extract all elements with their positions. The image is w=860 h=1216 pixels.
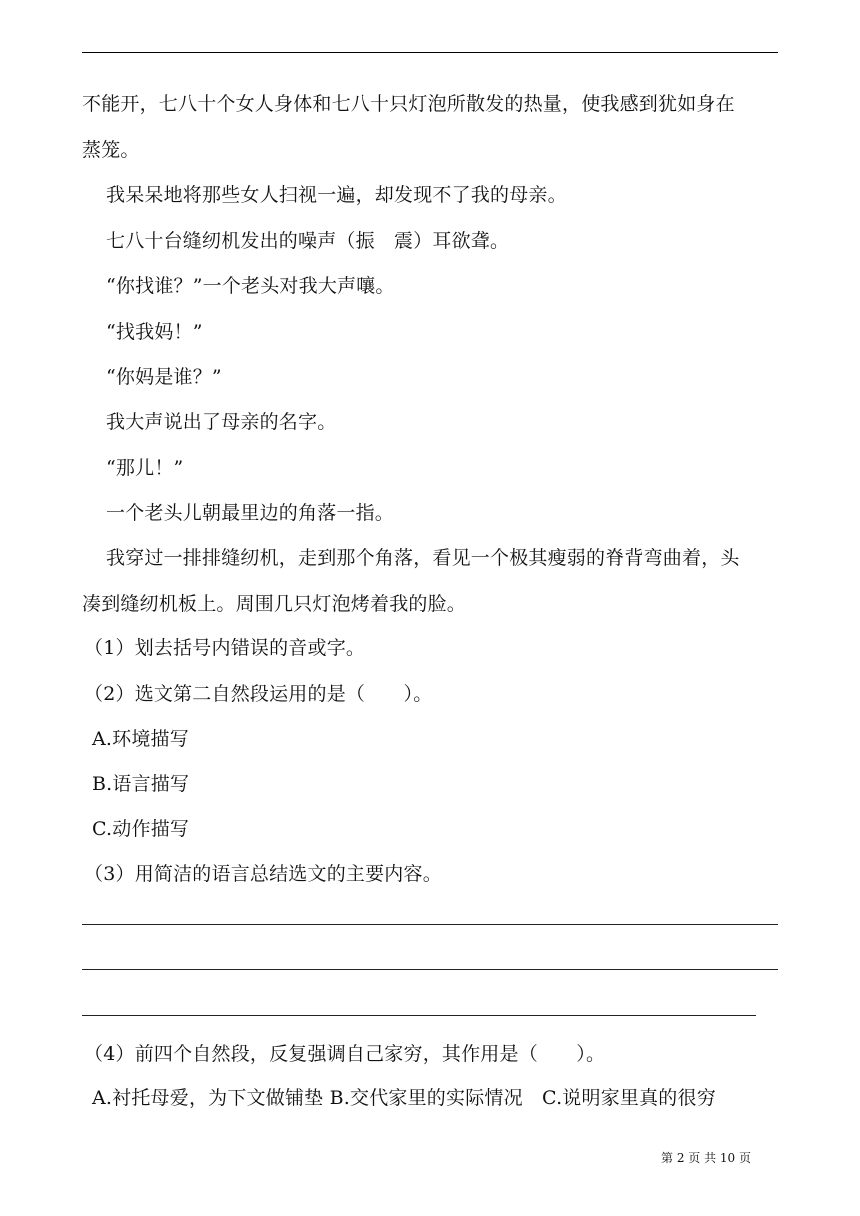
question-1: （1）划去括号内错误的音或字。 <box>84 637 366 659</box>
question-3: （3）用简洁的语言总结选文的主要内容。 <box>84 863 442 885</box>
page-number: 第 2 页 共 10 页 <box>661 1151 751 1165</box>
answer-line-1 <box>82 924 778 925</box>
answer-line-3 <box>82 1015 756 1016</box>
passage-line-9: “那儿！” <box>106 457 184 479</box>
passage-line-2: 蒸笼。 <box>82 139 140 161</box>
answer-line-2 <box>82 969 778 970</box>
passage-line-4: 七八十台缝纫机发出的噪声（振 震）耳欲聋。 <box>106 230 510 252</box>
question-2-option-c: C.动作描写 <box>92 818 190 840</box>
question-4-options: A.衬托母爱，为下文做铺垫 B.交代家里的实际情况 C.说明家里真的很穷 <box>92 1087 716 1109</box>
question-2: （2）选文第二自然段运用的是（ ）。 <box>84 683 433 705</box>
header-rule <box>82 52 778 53</box>
question-2-option-a: A.环境描写 <box>92 728 189 750</box>
question-4: （4）前四个自然段，反复强调自己家穷，其作用是（ ）。 <box>84 1043 606 1065</box>
passage-line-10: 一个老头儿朝最里边的角落一指。 <box>106 502 395 524</box>
passage-line-6: “找我妈！” <box>106 321 203 343</box>
passage-line-12: 凑到缝纫机板上。周围几只灯泡烤着我的脸。 <box>82 593 467 615</box>
passage-line-5: “你找谁？”一个老头对我大声嚷。 <box>106 275 395 297</box>
passage-line-3: 我呆呆地将那些女人扫视一遍，却发现不了我的母亲。 <box>106 184 567 206</box>
passage-line-11: 我穿过一排排缝纫机，走到那个角落，看见一个极其瘦弱的脊背弯曲着，头 <box>106 547 740 569</box>
passage-line-1: 不能开，七八十个女人身体和七八十只灯泡所散发的热量，使我感到犹如身在 <box>82 93 735 115</box>
question-2-option-b: B.语言描写 <box>92 773 190 795</box>
passage-line-7: “你妈是谁？” <box>106 366 222 388</box>
passage-line-8: 我大声说出了母亲的名字。 <box>106 411 337 433</box>
